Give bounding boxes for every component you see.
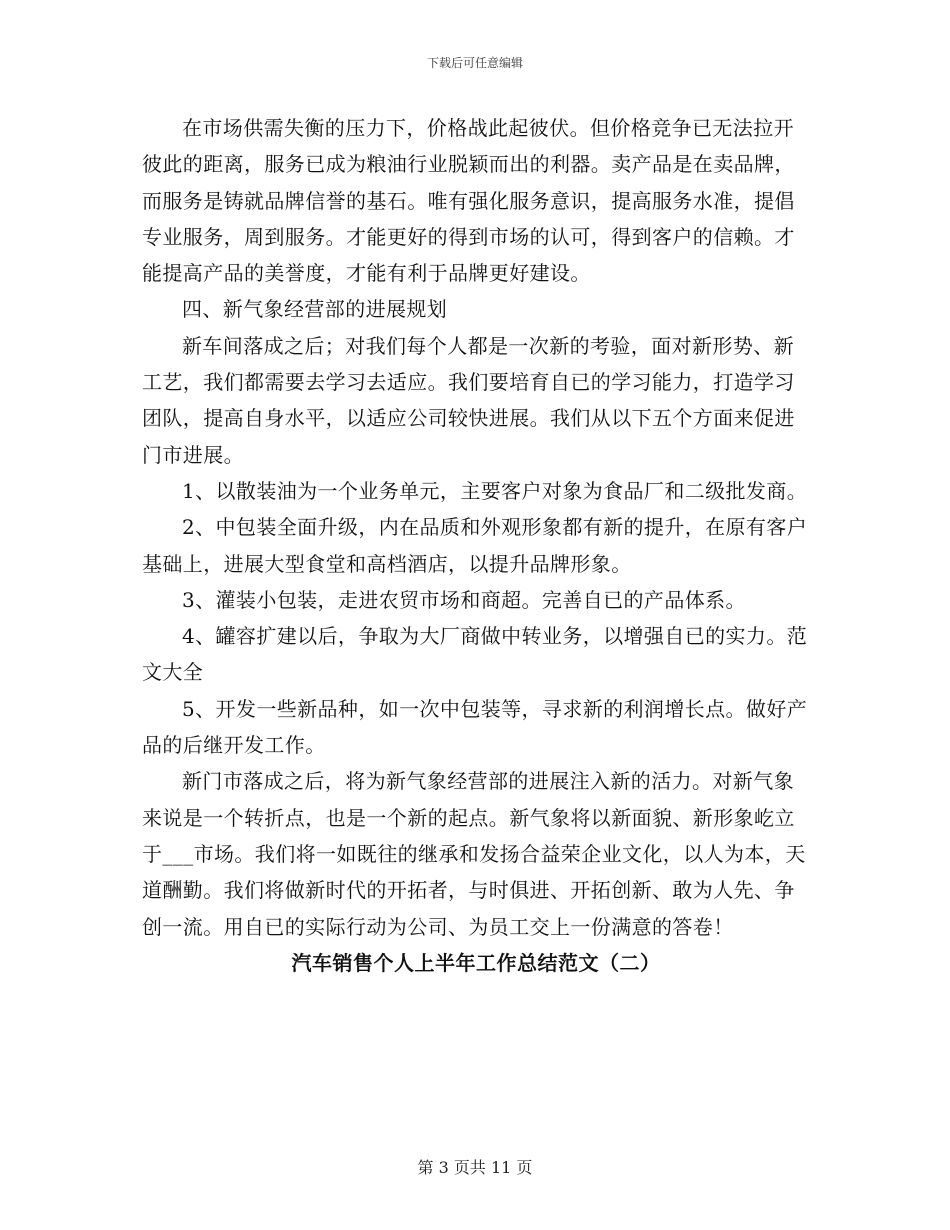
page-number-footer: 第 3 页共 11 页 (417, 1158, 533, 1177)
section-title: 汽车销售个人上半年工作总结范文（二） (291, 950, 661, 975)
list-item-1: 1、以散装油为一个业务单元，主要客户对象为食品厂和二级批发商。 (182, 478, 808, 503)
list-item-3: 3、灌装小包装，走进农贸市场和商超。完善自已的产品体系。 (182, 587, 746, 612)
list-item-4: 4、罐容扩建以后，争取为大厂商做中转业务，以增强自已的实力。范文大全 (142, 624, 808, 685)
heading-plan: 四、新气象经营部的进展规划 (182, 297, 448, 322)
page-header: 下载后可任意编辑 (426, 56, 523, 70)
list-item-2: 2、中包装全面升级，内在品质和外观形象都有新的提升，在原有客户基础上，进展大型食堂和高档酒店，以提升品牌形象。 (142, 515, 808, 576)
list-item-5: 5、开发一些新品种，如一次中包装等，寻求新的利润增长点。做好产品的后继开发工作。 (142, 696, 808, 758)
paragraph-closing (142, 763, 810, 944)
closing-text-part2: 市场。我们将一如既往的继承和发扬合益荣企业文化，以人为本，天道酬勤。我们将做新时代的开拓者，与时俱进、开拓创新、敢为人先、争创一流。用自已的实际行动为公司、为员工交上一份满意的答卷！ (142, 841, 806, 939)
closing-text-part1: 新门市落成之后，将为新气象经营部的进展注入新的活力。对新气象来说是一个转折点，也是一个新的起点。新气象将以新面貌、新形象屹立于 (142, 769, 795, 866)
paragraph-new-workshop: 新车间落成之后；对我们每个人都是一次新的考验，面对新形势、新工艺，我们都需要去学习去适应。我们要培育自已的学习能力，打造学习团队，提高自身水平，以适应公司较快进展。我们从以下五个方面来促进门市进展。 (142, 333, 795, 467)
paragraph-service: 在市场供需失衡的压力下，价格战此起彼伏。但价格竞争已无法拉开彼此的距离，服务已成为粮油行业脱颖而出的利器。卖产品是在卖品牌，而服务是铸就品牌信誉的基石。唯有强化服务意识，提高服务水准，提倡专业服务，周到服务。才能更好的得到市场的认可，得到客户的信赖。才能提高产品的美誉度，才能有利于品牌更好建设。 (142, 116, 795, 286)
document-body (142, 110, 810, 981)
fill-in-blank: ___ (162, 841, 194, 866)
